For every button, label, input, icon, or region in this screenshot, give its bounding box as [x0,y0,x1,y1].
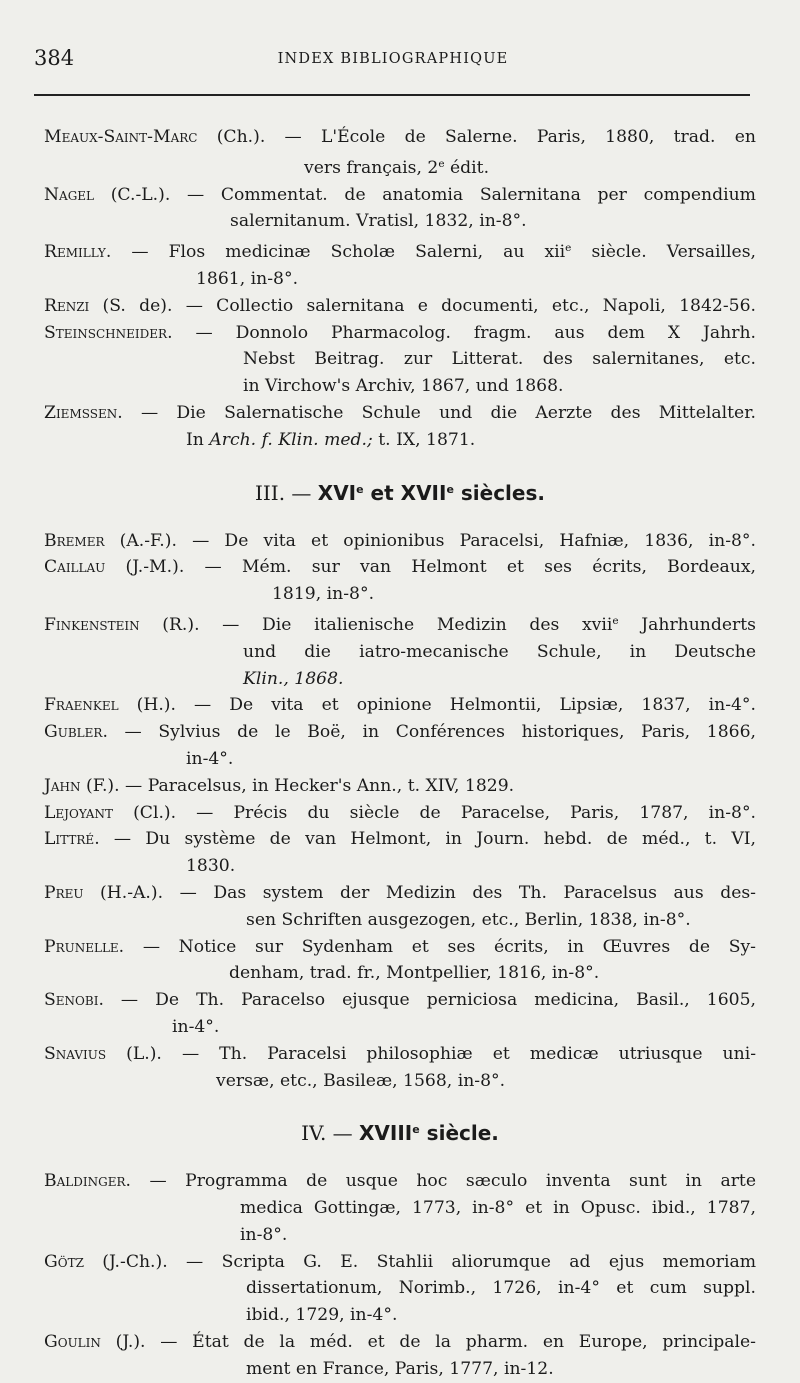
superscript: e [565,242,572,255]
entry-text: versæ, etc., Basileæ, 1568, in-8°. [216,1070,506,1091]
entry-text: . — Programma de usque hoc sæculo inventa sunt in arte [125,1171,756,1192]
superscript: e [438,157,445,170]
bib-entry-caillau [44,554,756,608]
section-century: XVI [317,480,357,505]
superscript: e [446,482,454,496]
bib-entry-lejoyant [44,800,756,827]
superscript: e [412,1123,420,1137]
bibliography-content [44,124,756,1383]
entry-text: (H.-A.). — Das system der Medizin des Th. Paracelsus aus des- [83,882,756,903]
entry-text: salernitanum. Vratisl, 1832, in-8°. [230,211,527,232]
entry-author: Nagel [44,184,95,205]
bib-entry-meaux-saint-marc [44,124,756,182]
entry-text: ibid., 1729, in-4°. [246,1305,398,1326]
entry-text: (J.-Ch.). — Scripta G. E. Stahlii aliorumque ad ejus memoriam [83,1251,756,1272]
entry-author: Götz [44,1251,84,1272]
entry-author: Ziemssen [44,402,118,423]
section-text: siècle. [419,1121,499,1146]
entry-author: Remilly [44,242,106,263]
entry-text: und die iatro-mecanische Schule, in Deutsche [243,641,756,662]
bib-entry-steinschneider [44,320,756,400]
section-century: XVII [400,480,447,505]
bib-entry-senobi [44,987,756,1041]
entry-text: . — De Th. Paracelso ejusque perniciosa medicina, Basil., 1605, [98,990,756,1011]
bib-entry-fraenkel [44,692,756,719]
entry-text: in Virchow's Archiv, 1867, und 1868. [243,376,564,397]
bib-entry-prunelle [44,934,756,988]
entry-text: (J.-M.). — Mém. sur van Helmont et ses écrits, Bordeaux, [105,557,756,578]
entry-author: Preu [44,882,84,903]
bib-entry-gotz [44,1249,756,1329]
entry-text: medica Gottingæ, 1773, in-8° et in Opusc. ibid., 1787, [240,1198,756,1219]
entry-text: sen Schriften ausgezogen, etc., Berlin, 1838, in-8°. [246,909,691,930]
entry-text: denham, trad. fr., Montpellier, 1816, in-8°. [229,963,600,984]
entry-title-italic: Arch. f. Klin. med.; [209,429,373,450]
entry-text: vers français, 2 [304,157,439,178]
superscript: e [356,482,364,496]
entry-text: . — Flos medicinæ Scholæ Salerni, au xii [105,242,566,263]
entry-author: Snavius [44,1043,107,1064]
entry-text: (J.). — État de la méd. et de la pharm. en Europe, principale- [100,1332,756,1353]
entry-text: . — Donnolo Pharmacolog. fragm. aus dem X Jahrh. [167,322,756,343]
running-title: INDEX BIBLIOGRAPHIQUE [277,51,509,67]
entry-text: (Ch.). — L'École de Salerne. Paris, 1880, trad. en [197,127,756,147]
bib-entry-baldinger [44,1168,756,1248]
section-roman: IV. — [301,1121,353,1146]
entry-text: Jahrhunderts [618,614,756,635]
entry-author: Bremer [44,530,105,551]
entry-text: . — Notice sur Sydenham et ses écrits, in Œuvres de Sy- [118,936,756,957]
entry-text: siècle. Versailles, [571,242,756,263]
entry-author: Prunelle [44,936,119,957]
section-text: siècles. [453,480,545,505]
section-heading-iv [44,1121,756,1145]
bib-entry-jahn [44,773,756,800]
bib-entry-renzi [44,293,756,320]
bib-entry-gubler [44,719,756,773]
section-heading-iii [44,481,756,505]
entry-text: in-8°. [240,1224,288,1245]
entry-text: édit. [444,157,490,178]
section-century: XVIII [359,1121,413,1146]
entry-author: Littré [44,829,95,850]
bib-entry-ziemssen [44,400,756,454]
entry-author: Lejoyant [44,802,113,823]
superscript: e [612,614,619,627]
entry-author: Steinschneider [44,322,168,343]
entry-text: (S. de). — Collectio salernitana e documenti, etc., Napoli, 1842-56. [89,295,756,316]
entry-text: In [186,429,210,450]
entry-text: Nebst Beitrag. zur Litterat. des salernitanes, etc. [243,349,756,370]
entry-text: in-4°. [186,748,234,769]
entry-author: Finkenstein [44,614,140,635]
bib-entry-preu [44,880,756,934]
entry-text: t. IX, 1871. [372,429,476,450]
entry-text: ment en France, Paris, 1777, in-12. [246,1358,554,1379]
page-header [34,46,752,74]
bib-entry-remilly [44,235,756,293]
entry-author: Caillau [44,557,106,578]
entry-author: Renzi [44,295,90,316]
page-number: 384 [34,46,75,70]
entry-text: (Cl.). — Précis du siècle de Paracelse, Paris, 1787, in-8°. [112,802,756,823]
bib-entry-finkenstein [44,608,756,692]
entry-author: Fraenkel [44,695,119,716]
entry-author: Goulin [44,1332,101,1353]
entry-text: . — Die Salernatische Schule und die Aerzte des Mittelalter. [117,402,756,423]
entry-author: Jahn [44,775,81,796]
entry-text: (L.). — Th. Paracelsi philosophiæ et medicæ utriusque uni- [106,1043,756,1064]
entry-text: 1819, in-8°. [272,584,375,605]
entry-text: (R.). — Die italienische Medizin des xvii [139,614,613,635]
entry-text: (F.). — Paracelsus, in Hecker's Ann., t. XIV, 1829. [80,775,515,796]
bib-entry-snavius [44,1041,756,1095]
section-roman: III. — [255,480,312,505]
entry-text: (H.). — De vita et opinione Helmontii, Lipsiæ, 1837, in-4°. [118,695,756,716]
entry-text: in-4°. [172,1016,220,1037]
header-rule [34,94,750,96]
entry-text: 1861, in-8°. [196,268,299,289]
entry-text: . — Sylvius de le Boë, in Conférences historiques, Paris, 1866, [102,722,756,743]
bib-entry-bremer [44,528,756,555]
entry-text: . — Du système de van Helmont, in Journ. hebd. de méd., t. VI, [94,829,756,850]
entry-author: Gubler [44,722,103,743]
bib-entry-nagel [44,182,756,236]
entry-text: 1830. [186,856,236,877]
entry-text: (A.-F.). — De vita et opinionibus Paracelsi, Hafniæ, 1836, in-8°. [104,530,756,551]
entry-author: Baldinger [44,1171,126,1192]
section-text: et [363,480,401,505]
entry-author: Senobi [44,990,99,1011]
entry-text: (C.-L.). — Commentat. de anatomia Salernitana per compendium [94,184,756,205]
bib-entry-goulin [44,1329,756,1383]
entry-text: dissertationum, Norimb., 1726, in-4° et cum suppl. [246,1278,756,1299]
entry-title-italic: Klin., 1868. [243,668,344,689]
entry-author: Meaux-Saint-Marc [44,127,198,147]
bib-entry-littre [44,826,756,880]
